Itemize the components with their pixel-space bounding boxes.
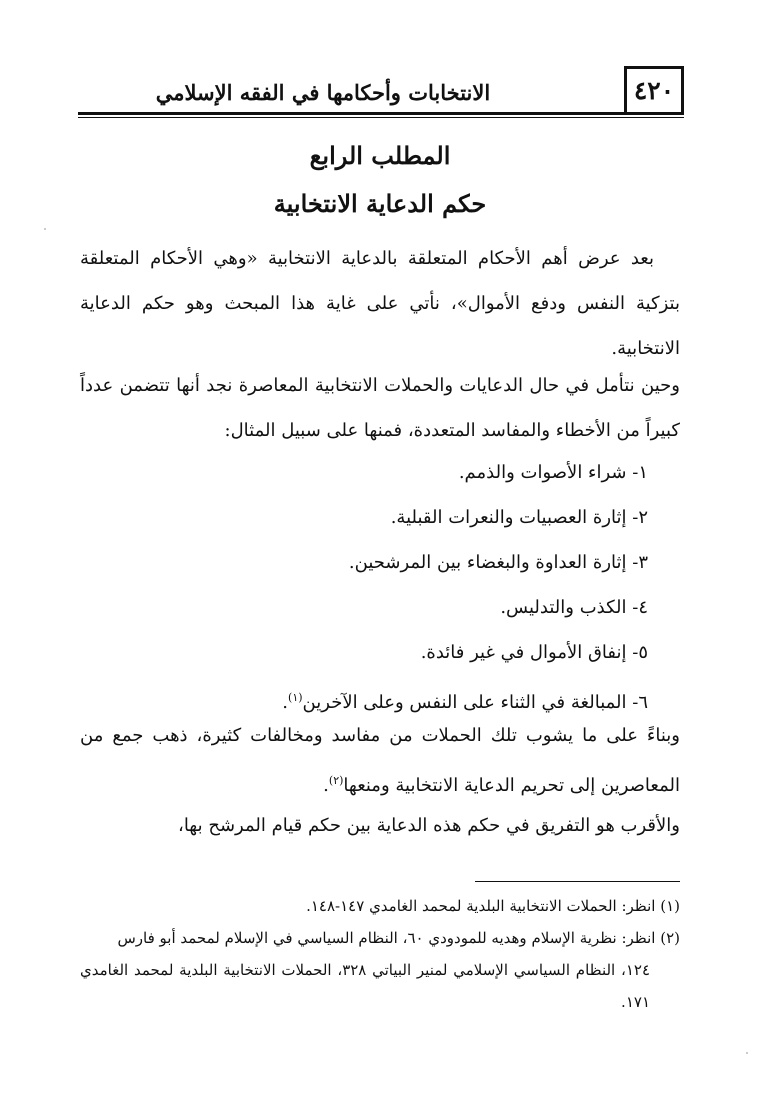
paragraph-contemplation-text: وحين نتأمل في حال الدعايات والحملات الانتخابية المعاصرة نجد أنها تتضمن عدداً كبيراً من الأخطاء والمفاسد المتعددة، فمنها على سبيل المثال: bbox=[80, 375, 680, 441]
header-rule-thin bbox=[78, 117, 684, 118]
paragraph-intro bbox=[80, 236, 680, 371]
paragraph-ruling-text: وبناءً على ما يشوب تلك الحملات من مفاسد ومخالفات كثيرة، ذهب جمع من المعاصرين إلى تحريم الدعاية الانتخابية ومنعها bbox=[80, 725, 680, 796]
harms-list bbox=[80, 450, 680, 720]
list-item: ١- شراء الأصوات والذمم. bbox=[458, 462, 648, 483]
list-item: ٦- المبالغة في الثناء على النفس وعلى الآخرين$^{(١)}$. bbox=[282, 691, 648, 713]
section-subtitle: حكم الدعاية الانتخابية bbox=[273, 189, 487, 218]
page-header bbox=[78, 66, 684, 118]
footnote-2-first-line: (٢) انظر: نظرية الإسلام وهديه للمودودي ٦٠، النظام السياسي في الإسلام لمحمد أبو فارس bbox=[117, 929, 680, 947]
list-item: ٢- إثارة العصبيات والنعرات القبلية. bbox=[390, 507, 648, 528]
list-item: ٤- الكذب والتدليس. bbox=[500, 597, 648, 618]
paragraph-distinction bbox=[80, 803, 680, 848]
scan-speck bbox=[44, 228, 46, 230]
list-item: ٥- إنفاق الأموال في غير فائدة. bbox=[420, 642, 648, 663]
header-rule bbox=[78, 112, 684, 115]
scan-speck bbox=[746, 1052, 748, 1054]
running-title: الانتخابات وأحكامها في الفقه الإسلامي bbox=[155, 80, 491, 105]
footnote-2-continuation: ١٢٤، النظام السياسي الإسلامي لمنير البياتي ٣٢٨، الحملات الانتخابية البلدية لمحمد الغامدي ١٧١. bbox=[80, 961, 650, 1011]
paragraph-intro-text: بعد عرض أهم الأحكام المتعلقة بالدعاية الانتخابية «وهي الأحكام المتعلقة بتزكية النفس ودفع الأموال»، نأتي على غاية هذا المبحث وهو حكم الدعاية الانتخابية. bbox=[80, 248, 680, 359]
footnote-2 bbox=[80, 922, 680, 1018]
footnote-ref-2: (٢) bbox=[328, 774, 344, 787]
paragraph-ruling: وبناءً على ما يشوب تلك الحملات من مفاسد ومخالفات كثيرة، ذهب جمع من المعاصرين إلى تحريم الدعاية الانتخابية ومنعها$^{(٢)}$. bbox=[80, 725, 680, 796]
section-title: المطلب الرابع bbox=[309, 141, 451, 170]
footnote-separator bbox=[475, 881, 680, 882]
footnotes bbox=[80, 890, 680, 1018]
list-item: ٣- إثارة العداوة والبغضاء بين المرشحين. bbox=[348, 552, 648, 573]
footnote-ref-1: (١) bbox=[288, 691, 303, 704]
paragraph-contemplation bbox=[80, 363, 680, 453]
list-item-text: ٦- المبالغة في الثناء على النفس وعلى الآخرين bbox=[302, 692, 648, 713]
paragraph-distinction-text: والأقرب هو التفريق في حكم هذه الدعاية بين حكم قيام المرشح بها، bbox=[178, 815, 680, 836]
footnote-1: (١) انظر: الحملات الانتخابية البلدية لمحمد الغامدي ١٤٧-١٤٨. bbox=[306, 897, 680, 915]
page-number: ٤٢٠ bbox=[624, 66, 684, 112]
